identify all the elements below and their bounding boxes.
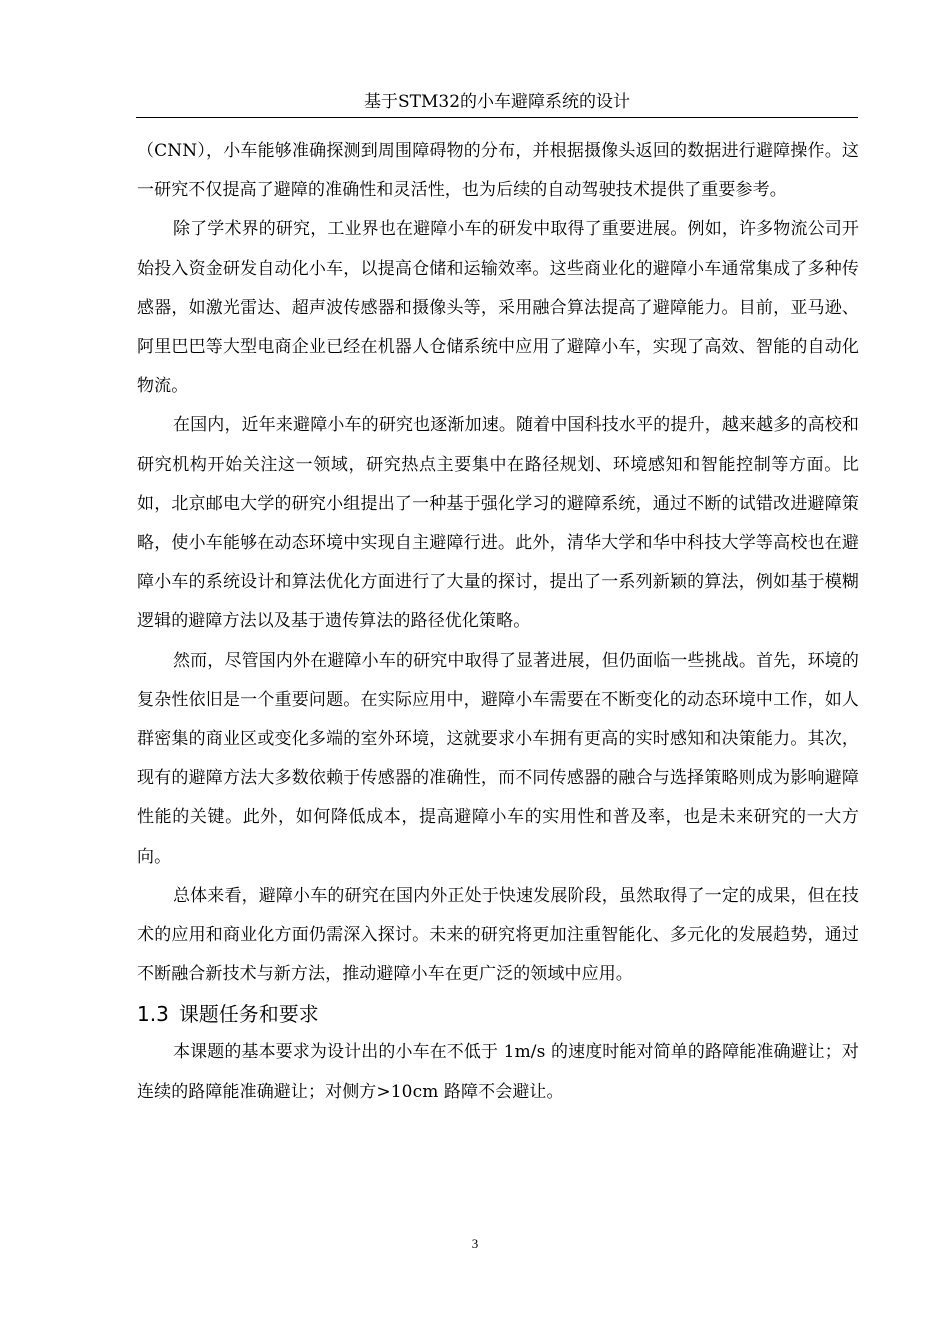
section-heading	[137, 997, 859, 1031]
header-rule	[136, 117, 858, 118]
paragraph-industry: 除了学术界的研究，工业界也在避障小车的研发中取得了重要进展。例如，许多物流公司开始投入资金研发自动化小车，以提高仓储和运输效率。这些商业化的避障小车通常集成了多种传感器，如激光雷达、超声波传感器和摄像头等，采用融合算法提高了避障能力。目前，亚马逊、阿里巴巴等大型电商企业已经在机器人仓储系统中应用了避障小车，实现了高效、智能的自动化物流。	[137, 219, 859, 397]
page-number: 3	[471, 1236, 479, 1251]
section-number: 1.3	[137, 1002, 169, 1027]
document-body	[137, 132, 859, 1112]
paragraph-requirements: 本课题的基本要求为设计出的小车在不低于 1m/s 的速度时能对简单的路障能准确避让；对连续的路障能准确避让；对侧方>10cm 路障不会避让。	[137, 1042, 859, 1102]
paragraph-domestic: 在国内，近年来避障小车的研究也逐渐加速。随着中国科技水平的提升，越来越多的高校和研究机构开始关注这一领域，研究热点主要集中在路径规划、环境感知和智能控制等方面。比如，北京邮电大学的研究小组提出了一种基于强化学习的避障系统，通过不断的试错改进避障策略，使小车能够在动态环境中实现自主避障行进。此外，清华大学和华中科技大学等高校也在避障小车的系统设计和算法优化方面进行了大量的探讨，提出了一系列新颖的算法，例如基于模糊逻辑的避障方法以及基于遗传算法的路径优化策略。	[137, 415, 859, 632]
paragraph-summary: 总体来看，避障小车的研究在国内外正处于快速发展阶段，虽然取得了一定的成果，但在技术的应用和商业化方面仍需深入探讨。未来的研究将更加注重智能化、多元化的发展趋势，通过不断融合新技术与新方法，推动避障小车在更广泛的领域中应用。	[137, 885, 859, 985]
paragraph-challenges: 然而，尽管国内外在避障小车的研究中取得了显著进展，但仍面临一些挑战。首先，环境的复杂性依旧是一个重要问题。在实际应用中，避障小车需要在不断变化的动态环境中工作，如人群密集的商业区或变化多端的室外环境，这就要求小车拥有更高的实时感知和决策能力。其次，现有的避障方法大多数依赖于传感器的准确性，而不同传感器的融合与选择策略则成为影响避障性能的关键。此外，如何降低成本，提高避障小车的实用性和普及率，也是未来研究的一大方向。	[137, 650, 859, 867]
paragraph-cnn-continuation: （CNN），小车能够准确探测到周围障碍物的分布，并根据摄像头返回的数据进行避障操作。这一研究不仅提高了避障的准确性和灵活性，也为后续的自动驾驶技术提供了重要参考。	[137, 141, 859, 201]
section-title: 课题任务和要求	[178, 1002, 319, 1027]
running-header: 基于STM32的小车避障系统的设计	[363, 92, 631, 112]
